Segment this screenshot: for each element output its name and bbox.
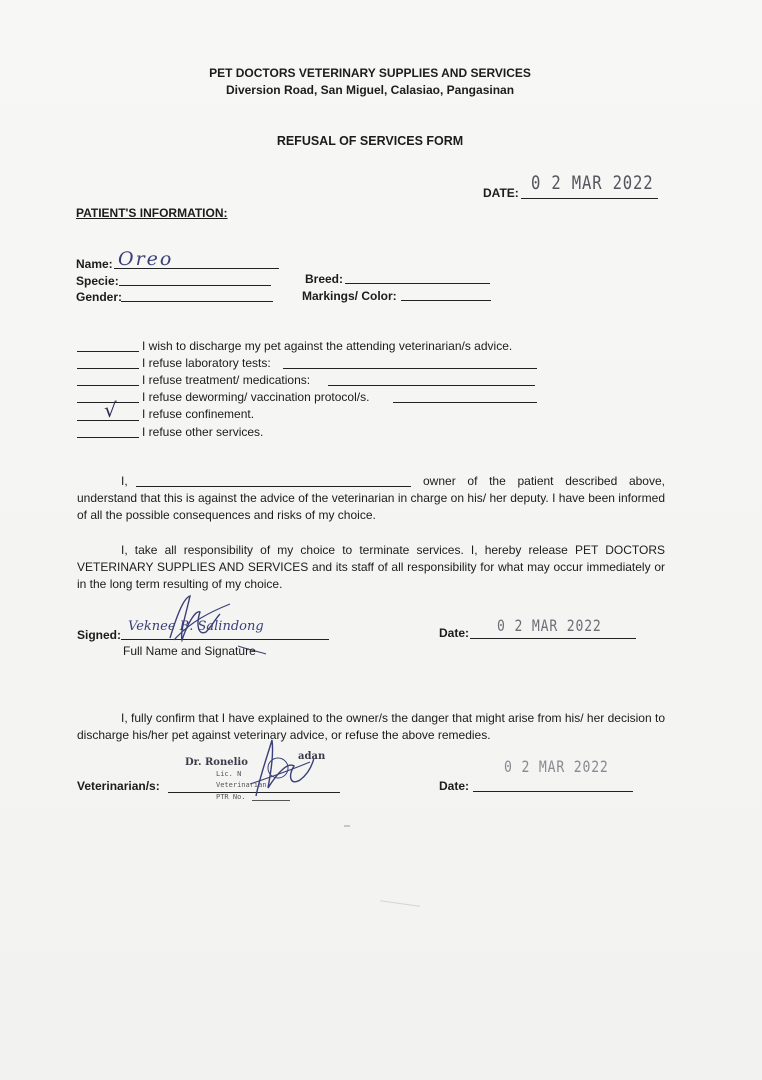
- vet-stamp-name: Dr. Ronelio: [185, 757, 248, 768]
- markings-line[interactable]: [401, 300, 491, 301]
- confinement-checkmark[interactable]: √: [104, 398, 117, 422]
- date-stamp[interactable]: 0 2 MAR 2022: [531, 172, 654, 194]
- specie-label: Specie:: [76, 274, 119, 288]
- signed-date-stamp[interactable]: 0 2 MAR 2022: [497, 616, 602, 635]
- date-label: DATE:: [483, 186, 519, 200]
- scan-streak: [380, 900, 420, 907]
- breed-line[interactable]: [345, 283, 490, 284]
- refusal-text-6: I refuse other services.: [142, 425, 264, 439]
- vet-signature-scribble: [238, 736, 318, 806]
- owner-signature-name[interactable]: Veknee B. Salindong: [128, 619, 264, 634]
- refusal-detail-line-3[interactable]: [328, 385, 535, 386]
- refusal-blank-2[interactable]: [77, 368, 139, 369]
- statement-i: I,: [121, 474, 128, 488]
- statement-owner-text: owner of the patient described above,: [423, 474, 665, 488]
- name-handwritten[interactable]: Oreo: [118, 248, 174, 270]
- breed-label: Breed:: [305, 272, 344, 286]
- signed-label: Signed:: [77, 628, 121, 642]
- statement-paragraph-2: I, take all responsibility of my choice to terminate services. I, hereby release PET DOCTORS VETERINARY SUPPLIES AND SERVICES and its staff of all responsibility for what may occur immediately or in the long term resulting of my choice.: [77, 543, 665, 591]
- refusal-text-3: I refuse treatment/ medications:: [142, 373, 311, 387]
- refusal-text-1: I wish to discharge my pet against the attending veterinarian/s advice.: [142, 339, 513, 353]
- statement-paragraph-1: understand that this is against the advice of the veterinarian in charge on his/ her deputy. I have been informed of all the possible consequences and risks of my choice.: [77, 491, 665, 522]
- refusal-blank-6[interactable]: [77, 437, 139, 438]
- scan-smudge: [344, 825, 350, 827]
- patient-section-title: PATIENT'S INFORMATION:: [76, 206, 228, 220]
- veterinarian-label: Veterinarian/s:: [77, 779, 160, 793]
- markings-label: Markings/ Color:: [302, 289, 397, 303]
- signed-date-line[interactable]: [470, 638, 636, 639]
- specie-line[interactable]: [119, 285, 271, 286]
- refusal-text-4: I refuse deworming/ vaccination protocol/s.: [142, 390, 370, 404]
- confirmation-paragraph: I, fully confirm that I have explained to the owner/s the danger that might arise from his/ her decision to discharge his/her pet against veterinary advice, or refuse the above remedies.: [77, 711, 665, 742]
- refusal-detail-line-4[interactable]: [393, 402, 537, 403]
- name-label: Name:: [76, 257, 113, 271]
- vet-stamp-title: Veterinarian: [216, 781, 267, 789]
- gender-label: Gender:: [76, 290, 123, 304]
- signed-date-label: Date:: [439, 626, 470, 640]
- refusal-detail-line-2[interactable]: [283, 368, 537, 369]
- vet-stamp-name-end: adan: [298, 751, 326, 762]
- refusal-blank-3[interactable]: [77, 385, 139, 386]
- signed-caption: Full Name and Signature: [123, 644, 256, 658]
- owner-name-line[interactable]: [136, 486, 411, 487]
- vet-date-line[interactable]: [473, 791, 633, 792]
- company-name: PET DOCTORS VETERINARY SUPPLIES AND SERVICES: [209, 66, 531, 80]
- gender-line[interactable]: [121, 301, 273, 302]
- vet-date-label: Date:: [439, 779, 470, 793]
- vet-stamp-license: Lic. N: [216, 770, 242, 778]
- date-line: [521, 198, 658, 199]
- refusal-blank-1[interactable]: [77, 351, 139, 352]
- vet-date-stamp[interactable]: 0 2 MAR 2022: [504, 757, 609, 776]
- refusal-text-2: I refuse laboratory tests:: [142, 356, 271, 370]
- company-address: Diversion Road, San Miguel, Calasiao, Pangasinan: [225, 83, 515, 97]
- refusal-text-5: I refuse confinement.: [142, 407, 255, 421]
- form-title: REFUSAL OF SERVICES FORM: [276, 134, 464, 148]
- vet-stamp-ptr: PTR No.: [216, 793, 246, 801]
